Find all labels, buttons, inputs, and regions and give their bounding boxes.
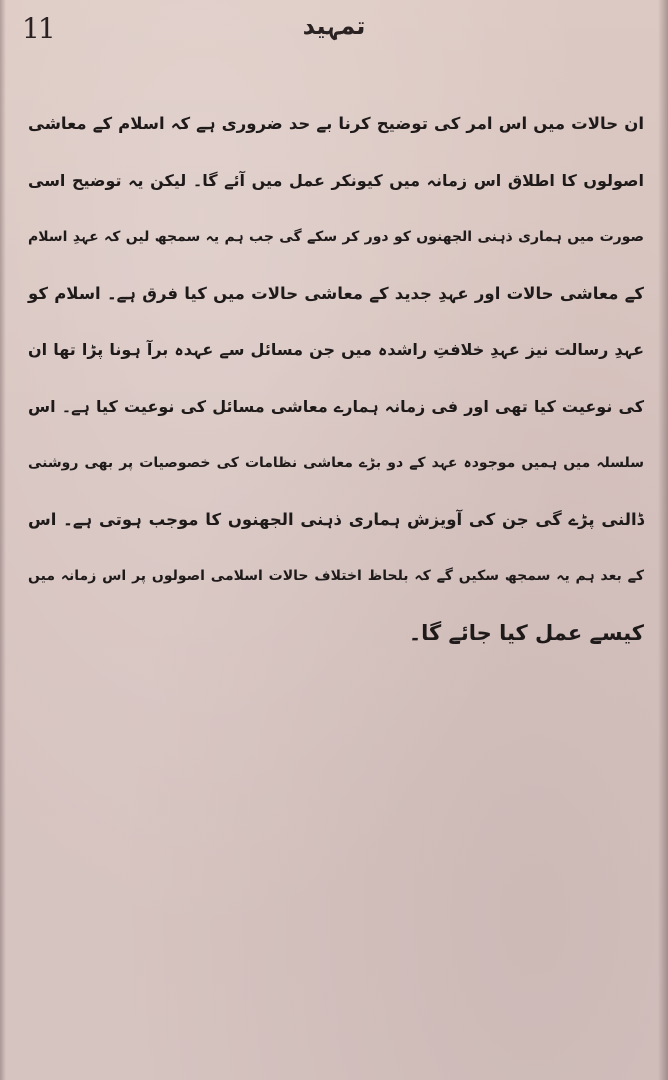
text-line: صورت میں ہماری ذہنی الجھنوں کو دور کر سکے گی جب ہم یہ سمجھ لیں کہ عہدِ اسلام bbox=[28, 229, 644, 245]
body-paragraph bbox=[28, 96, 644, 661]
text-line: ان حالات میں اس امر کی توضیح کرنا بے حد ضروری ہے کہ اسلام کے معاشی bbox=[28, 114, 644, 133]
page-right-edge-shadow bbox=[658, 0, 668, 1080]
text-line: کے بعد ہم یہ سمجھ سکیں گے کہ بلحاظ اختلاف حالات اسلامی اصولوں پر اس زمانہ میں bbox=[28, 568, 644, 584]
text-line: عہدِ رسالت نیز عہدِ خلافتِ راشدہ میں جن مسائل سے عہدہ برآ ہونا پڑا تھا ان bbox=[28, 340, 644, 359]
page-number: 11 bbox=[22, 12, 54, 45]
text-line: اصولوں کا اطلاق اس زمانہ میں کیونکر عمل میں آئے گا۔ لیکن یہ توضیح اسی bbox=[28, 170, 644, 190]
text-line: کے معاشی حالات اور عہدِ جدید کے معاشی حالات میں کیا فرق ہے۔ اسلام کو bbox=[28, 283, 644, 303]
text-line: کی نوعیت کیا تھی اور فی زمانہ ہمارے معاشی مسائل کی نوعیت کیا ہے۔ اس bbox=[28, 396, 644, 416]
text-line: کیسے عمل کیا جائے گا۔ bbox=[408, 620, 644, 645]
text-line: سلسلہ میں ہمیں موجودہ عہد کے دو بڑے معاشی نظامات کی خصوصیات پر بھی روشنی bbox=[28, 455, 644, 471]
text-line: ڈالنی پڑے گی جن کی آویزش ہماری ذہنی الجھنوں کا موجب ہوتی ہے۔ اس bbox=[28, 509, 644, 529]
page-left-edge-shadow bbox=[0, 0, 6, 1080]
running-header: تمہید bbox=[302, 12, 366, 40]
